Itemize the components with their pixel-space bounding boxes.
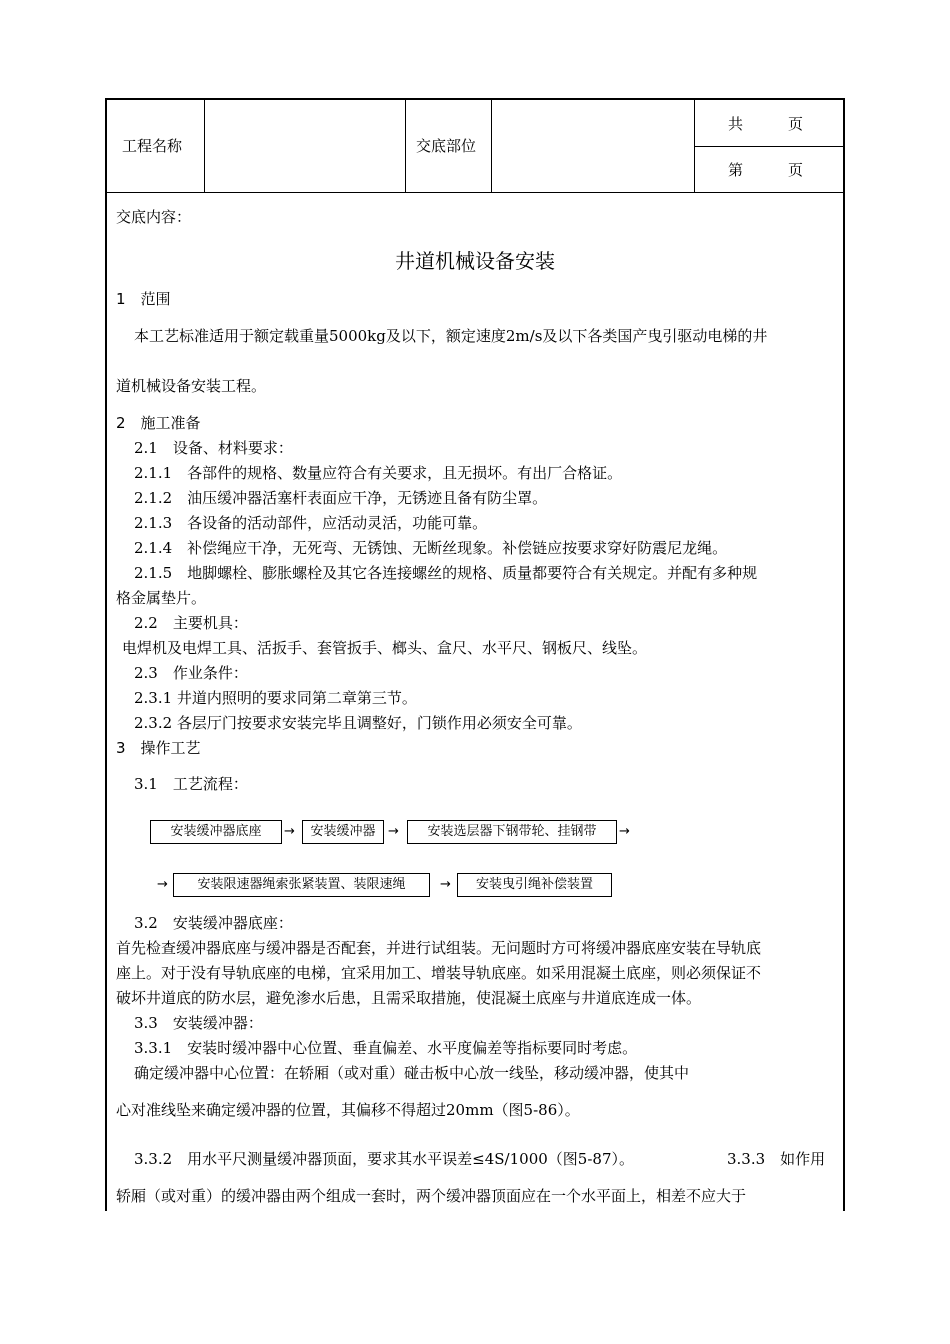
divider — [694, 146, 843, 147]
subsection-heading: 3.2 安装缓冲器底座： — [134, 914, 293, 932]
location-label: 交底部位 — [416, 137, 477, 155]
page-title: 井道机械设备安装 — [395, 249, 555, 273]
paragraph: 道机械设备安装工程。 — [116, 377, 267, 395]
page-number: 第 页 — [728, 161, 804, 179]
subsection-heading: 3.1 工艺流程： — [134, 775, 248, 793]
list-item: 2.1.4 补偿绳应干净，无死弯、无锈蚀、无断丝现象。补偿链应按要求穿好防震尼龙绳。 — [134, 539, 728, 557]
divider — [491, 100, 492, 192]
total-pages: 共 页 — [728, 115, 804, 133]
section-3-heading: 3 操作工艺 — [116, 739, 201, 757]
paragraph: 座上。对于没有导轨底座的电梯，宜采用加工、增装导轨底座。如采用混凝土底座，则必须保证不 — [116, 964, 762, 982]
flow-arrow: → — [284, 824, 295, 839]
list-item: 3.3.1 安装时缓冲器中心位置、垂直偏差、水平度偏差等指标要同时考虑。 — [134, 1039, 638, 1057]
flow-step-1: 安装缓冲器底座 — [150, 820, 282, 844]
flow-step-2: 安装缓冲器 — [302, 820, 384, 844]
list-item: 2.3.2 各层厅门按要求安装完毕且调整好，门锁作用必须安全可靠。 — [134, 714, 582, 732]
content-label: 交底内容： — [116, 208, 192, 226]
paragraph: 本工艺标准适用于额定载重量5000kg及以下，额定速度2m/s及以下各类国产曳引驱动电梯的井 — [134, 327, 768, 345]
flow-arrow: → — [619, 824, 630, 839]
divider — [405, 100, 406, 192]
list-item: 2.1.2 油压缓冲器活塞杆表面应干净，无锈迹且备有防尘罩。 — [134, 489, 548, 507]
flow-step-4: 安装限速器绳索张紧装置、装限速绳 — [173, 873, 430, 897]
paragraph: 确定缓冲器中心位置：在轿厢（或对重）碰击板中心放一线坠，移动缓冲器，使其中 — [134, 1064, 690, 1082]
subsection-heading: 2.1 设备、材料要求： — [134, 439, 293, 457]
header-table — [107, 100, 843, 193]
flow-arrow: → — [388, 824, 399, 839]
list-item: 2.1.5 地脚螺栓、膨胀螺栓及其它各连接螺丝的规格、质量都要符合有关规定。并配有多种规 — [134, 564, 758, 582]
section-1-heading: 1 范围 — [116, 290, 171, 308]
list-item: 3.3.2 用水平尺测量缓冲器顶面，要求其水平误差≤4S/1000（图5-87）。 — [134, 1150, 634, 1168]
project-name-label: 工程名称 — [122, 137, 183, 155]
paragraph: 心对准线坠来确定缓冲器的位置，其偏移不得超过20mm（图5-86）。 — [116, 1101, 580, 1119]
subsection-heading: 2.2 主要机具： — [134, 614, 248, 632]
list-item: 2.1.3 各设备的活动部件，应活动灵活，功能可靠。 — [134, 514, 488, 532]
subsection-heading: 2.3 作业条件： — [134, 664, 248, 682]
subsection-heading: 3.3 安装缓冲器： — [134, 1014, 263, 1032]
flow-arrow: → — [157, 877, 168, 892]
document-frame — [105, 98, 845, 1211]
paragraph: 首先检查缓冲器底座与缓冲器是否配套，并进行试组装。无问题时方可将缓冲器底座安装在导轨底 — [116, 939, 762, 957]
list-item: 2.3.1 井道内照明的要求同第二章第三节。 — [134, 689, 417, 707]
flow-arrow: → — [440, 877, 451, 892]
list-item: 3.3.3 如作用 — [727, 1150, 826, 1168]
paragraph: 破坏井道底的防水层，避免渗水后患，且需采取措施，使混凝土底座与井道底连成一体。 — [116, 989, 702, 1007]
flow-step-3: 安装选层器下钢带轮、挂钢带 — [407, 820, 617, 844]
section-2-heading: 2 施工准备 — [116, 414, 201, 432]
list-item: 2.1.1 各部件的规格、数量应符合有关要求，且无损坏。有出厂合格证。 — [134, 464, 623, 482]
list-item-continuation: 格金属垫片。 — [116, 589, 207, 607]
paragraph: 电焊机及电焊工具、活扳手、套管扳手、榔头、盒尺、水平尺、钢板尺、线坠。 — [122, 639, 648, 657]
flow-step-5: 安装曳引绳补偿装置 — [457, 873, 612, 897]
paragraph: 轿厢（或对重）的缓冲器由两个组成一套时，两个缓冲器顶面应在一个水平面上，相差不应大于 — [116, 1187, 747, 1205]
divider — [204, 100, 205, 192]
